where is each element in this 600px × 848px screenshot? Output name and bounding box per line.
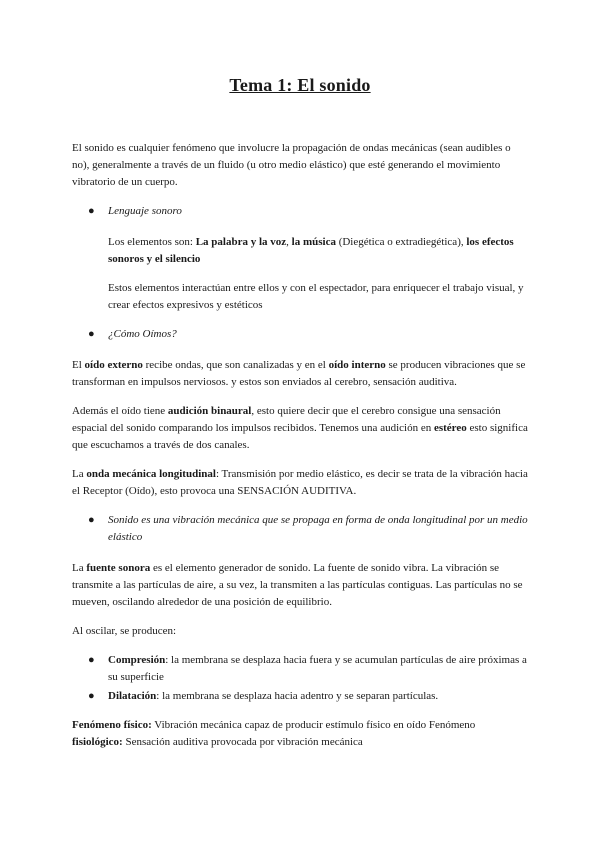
list-item: ● Compresión: la membrana se desplaza hacia fuera y se acumulan partículas de aire próximas a su superficie bbox=[88, 654, 527, 683]
page-title: Tema 1: El sonido bbox=[229, 75, 371, 95]
bullet-sonido-vibracion bbox=[72, 512, 528, 546]
bullet-text: Lenguaje sonoro bbox=[108, 205, 182, 217]
binaural-paragraph: Además el oído tiene audición binaural, esto quiere decir que el cerebro consigue una sensación espacial del sonido comparando los impulsos recibidos. Tenemos una audición en estéreo esto significa que escuchamos a través de dos canales. bbox=[72, 405, 528, 451]
oscillation-list bbox=[72, 652, 528, 705]
bullet-dot-icon: ● bbox=[88, 514, 95, 526]
intro-paragraph: El sonido es cualquier fenómeno que involucre la propagación de ondas mecánicas (sean audibles o no), generalmente a través de un fluido (u otro medio elástico) que esté generando el movimiento vibratorio de un cuerpo. bbox=[72, 142, 511, 188]
interaction-paragraph: Estos elementos interactúan entre ellos y con el espectador, para enriquecer el trabajo visual, y crear efectos expresivos y estéticos bbox=[108, 282, 524, 311]
bullet-text: ¿Cómo Oímos? bbox=[108, 328, 177, 340]
bullet-dot-icon: ● bbox=[88, 654, 95, 666]
bullet-text: Sonido es una vibración mecánica que se propaga en forma de onda longitudinal por un medio elástico bbox=[108, 514, 528, 543]
bullet-dot-icon: ● bbox=[88, 205, 95, 217]
bullet-como-oimos bbox=[72, 326, 528, 343]
definitions-paragraph: Fenómeno físico: Vibración mecánica capaz de producir estímulo físico en oído Fenómeno fisiológico: Sensación auditiva provocada por vibración mecánica bbox=[72, 719, 476, 748]
list-item: ● Dilatación: la membrana se desplaza hacia adentro y se separan partículas. bbox=[72, 688, 528, 705]
onda-paragraph: La onda mecánica longitudinal: Transmisión por medio elástico, es decir se trata de la vibración hacia el Receptor (Oído), esto provoca una SENSACIÓN AUDITIVA. bbox=[72, 468, 528, 497]
bullet-lenguaje-sonoro bbox=[72, 203, 528, 220]
bullet-dot-icon: ● bbox=[88, 328, 95, 340]
bullet-dot-icon: ● bbox=[88, 690, 95, 702]
elements-paragraph: Los elementos son: La palabra y la voz, la música (Diegética o extradiegética), los efectos sonoros y el silencio bbox=[108, 236, 514, 265]
oido-paragraph: El oído externo recibe ondas, que son canalizadas y en el oído interno se producen vibraciones que se transforman en impulsos nerviosos. y estos son enviados al cerebro, sensación auditiva. bbox=[72, 359, 526, 388]
oscilar-paragraph: Al oscilar, se producen: bbox=[72, 625, 177, 637]
fuente-paragraph: La fuente sonora es el elemento generador de sonido. La fuente de sonido vibra. La vibración se transmite a las partículas de aire, a su vez, la transmiten a las partículas contiguas. Las partículas no se mueven, oscilando alrededor de una posición de equilibrio. bbox=[72, 562, 523, 608]
